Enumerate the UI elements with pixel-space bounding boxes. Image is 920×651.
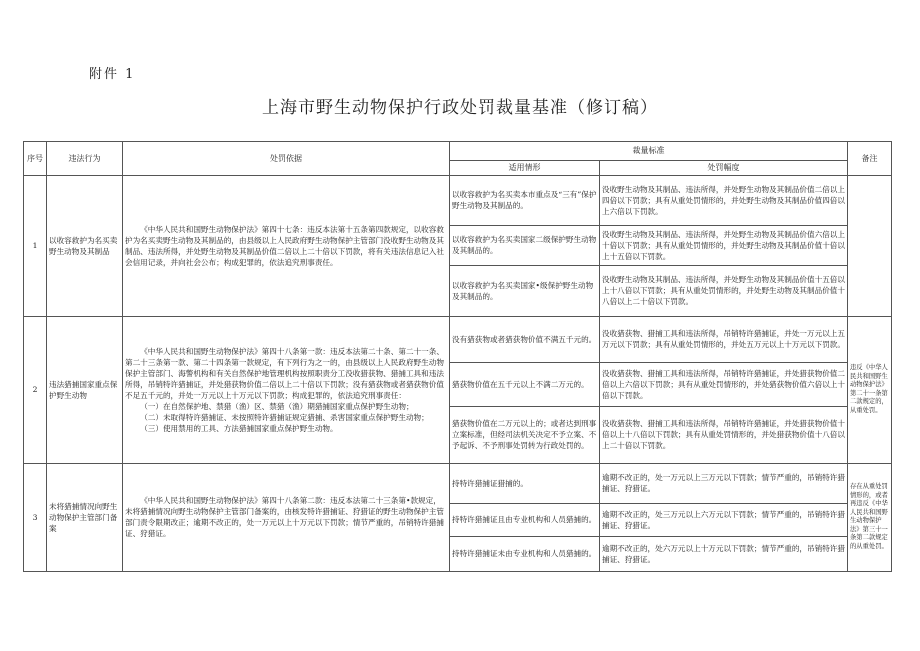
penalty-table bbox=[23, 141, 892, 572]
row-circumstance: 持特许猎捕证未由专业机构和人员猎捕的。 bbox=[450, 536, 600, 571]
row-number: 2 bbox=[24, 316, 47, 463]
row-range: 逾期不改正的，处一万元以上三万元以下罚款；情节严重的，吊销特许猎捕证、狩猎证。 bbox=[600, 463, 848, 503]
row-basis: 《中华人民共和国野生动物保护法》第四十八条第一款：违反本法第二十条、第二十一条、第二十三条第一款、第二十四条第一款规定，有下列行为之一的，由县级以上人民政府野生动物保护主管部门、海警机构和有关自然保护地管理机构按照职责分工没收猎获物、猎捕工具和违法所得，吊销特许猎捕证，并处猎获物价值二倍以上二十倍以下罚款；没有猎获物或者猎获物价值不足五千元的，并处一万元以上十万元以下罚款；构成犯罪的，依法追究刑事责任： （一）在自然保护地、禁猎（渔）区、禁猎（渔）期猎捕国家重点保护野生动物； （二）未取得特许猎捕证、未按照特许猎捕证规定猎捕、杀害国家重点保护野生动物； （三）使用禁用的工具、方法猎捕国家重点保护野生动物。 bbox=[123, 316, 450, 463]
table-row bbox=[24, 175, 892, 225]
row-circumstance: 猎获物价值在五千元以上不满二万元的。 bbox=[450, 362, 600, 406]
row-range: 没收猎获物、猎捕工具和违法所得，吊销特许猎捕证，并处一万元以上五万元以下罚款；具有从重处罚情形的，并处五万元以上十万元以下罚款。 bbox=[600, 316, 848, 362]
row-circumstance: 以收容救护为名买卖国家•级保护野生动物及其制品的。 bbox=[450, 265, 600, 316]
row-range: 逾期不改正的，处三万元以上六万元以下罚款；情节严重的，吊销特许猎捕证、狩猎证。 bbox=[600, 503, 848, 536]
header-basis: 处罚依据 bbox=[123, 142, 450, 176]
row-act: 以收容救护为名买卖野生动物及其制品 bbox=[47, 175, 123, 316]
row-circumstance: 猎获物价值在二万元以上的；或者达到刑事立案标准，但经司法机关决定不予立案、不予起诉、不予刑事处罚转为行政处罚的。 bbox=[450, 406, 600, 463]
row-number: 1 bbox=[24, 175, 47, 316]
row-range: 没收猎获物、猎捕工具和违法所得，吊销特许猎捕证，并处猎获物价值十倍以上十八倍以下罚款；具有从重处罚情形的，并处猎获物价值十八倍以上二十倍以下罚款。 bbox=[600, 406, 848, 463]
row-remark bbox=[848, 175, 892, 316]
header-no: 序号 bbox=[24, 142, 47, 176]
row-act: 违法猎捕国家重点保护野生动物 bbox=[47, 316, 123, 463]
header-standard: 裁量标准 bbox=[450, 142, 848, 161]
row-circumstance: 以收容救护为名买卖国家二级保护野生动物及其制品的。 bbox=[450, 225, 600, 265]
row-basis: 《中华人民共和国野生动物保护法》第四十七条：违反本法第十五条第四款规定，以收容救护为名买卖野生动物及其制品的，由县级以上人民政府野生动物保护主管部门没收野生动物及其制品、违法所得，并处野生动物及其制品价值二倍以上二十倍以下罚款，将有关违法信息记入社会信用记录，并向社会公布；构成犯罪的，依法追究刑事责任。 bbox=[123, 175, 450, 316]
row-number: 3 bbox=[24, 463, 47, 571]
row-circumstance: 没有猎获物或者猎获物价值不满五千元的。 bbox=[450, 316, 600, 362]
header-remark: 备注 bbox=[848, 142, 892, 176]
header-range: 处罚幅度 bbox=[600, 161, 848, 176]
row-circumstance: 以收容救护为名买卖本市重点及“三有”保护野生动物及其制品的。 bbox=[450, 175, 600, 225]
row-range: 没收野生动物及其制品、违法所得，并处野生动物及其制品价值二倍以上四倍以下罚款；具有从重处罚情形的，并处野生动物及其制品价值四倍以上六倍以下罚款。 bbox=[600, 175, 848, 225]
header-act: 违法行为 bbox=[47, 142, 123, 176]
row-circumstance: 持特许猎捕证且由专业机构和人员猎捕的。 bbox=[450, 503, 600, 536]
page-title: 上海市野生动物保护行政处罚裁量基准（修订稿） bbox=[262, 98, 658, 118]
header-circumstance: 适用情形 bbox=[450, 161, 600, 176]
row-range: 没收野生动物及其制品、违法所得，并处野生动物及其制品价值六倍以上十倍以下罚款；具有从重处罚情形的，并处野生动物及其制品价值十倍以上十五倍以下罚款。 bbox=[600, 225, 848, 265]
table-row bbox=[24, 463, 892, 503]
row-remark: 存在从重处罚情形的，或者再违反《中华人民共和国野生动物保护法》第三十一条第二款规定的从重处罚。 bbox=[848, 463, 892, 571]
row-range: 逾期不改正的，处六万元以上十万元以下罚款；情节严重的，吊销特许猎捕证、狩猎证。 bbox=[600, 536, 848, 571]
table-row bbox=[24, 316, 892, 362]
row-range: 没收猎获物、猎捕工具和违法所得，吊销特许猎捕证，并处猎获物价值二倍以上六倍以下罚款；具有从重处罚情形的，并处猎获物价值六倍以上十倍以下罚款。 bbox=[600, 362, 848, 406]
annex-label: 附件 1 bbox=[89, 67, 136, 82]
row-basis: 《中华人民共和国野生动物保护法》第四十八条第二款：违反本法第二十三条第•款规定，未将猎捕情况向野生动物保护主管部门备案的，由核发特许猎捕证、狩猎证的野生动物保护主管部门责令限期改正；逾期不改正的，处一万元以上十万元以下罚款；情节严重的，吊销特许猎捕证、狩猎证。 bbox=[123, 463, 450, 571]
row-act: 未将猎捕情况向野生动物保护主管部门备案 bbox=[47, 463, 123, 571]
row-circumstance: 持特许猎捕证猎捕的。 bbox=[450, 463, 600, 503]
header-row bbox=[24, 142, 892, 161]
row-remark: 违反《中华人民共和国野生动物保护法》第二十一条第二款规定的，从重处罚。 bbox=[848, 316, 892, 463]
row-range: 没收野生动物及其制品、违法所得，并处野生动物及其制品价值十五倍以上十八倍以下罚款；具有从重处罚情形的，并处野生动物及其制品价值十八倍以上二十倍以下罚款。 bbox=[600, 265, 848, 316]
